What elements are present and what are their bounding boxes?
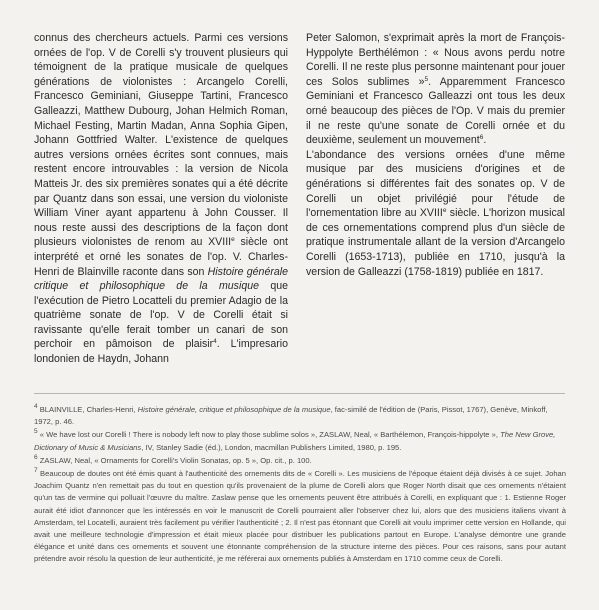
right-text-column	[306, 31, 565, 279]
text-run: connus des chercheurs actuels. Parmi ces versions ornées de l'op. V de Corelli s'y trouvent plusieurs qui témoignent de la pratique musicale de quelques générations de violonistes : Arcangelo Corelli, Francesco Geminiani, Giuseppe Tartini, Francesco Galleazzi, Matthew Dubourg, Johan Helmich Roman, Michael Festing, Martin Madan, Anna Sophia Gipen, Johann Gottfried Walter. L'existence de quelques autres versions ornées écrites sont connues, mais restent encore introuvables : la version de Nicola Matteis Jr. des six premières sonates qui a été décrite par Quantz dans son essai, une version du violoniste William Viner ayant appartenu à John Cousser. Il nous reste aussi des descriptions de la façon dont plusieurs violonistes de renom au XVIII	[34, 32, 288, 249]
paragraph	[306, 148, 565, 279]
footnote-number: 7	[34, 467, 38, 475]
text-run: BLAINVILLE, Charles-Henri,	[37, 405, 138, 414]
text-run: « We have lost our Corelli ! There is nobody left now to play those sublime solos », ZASLAW, Neal, « Barthélemon, François-hippolyte »,	[37, 430, 501, 440]
footnotes	[34, 404, 566, 567]
footnote-5	[34, 429, 566, 453]
text-run: Beaucoup de doutes ont été émis quant à l'authenticité des ornements dits de « Corelli ». Les musiciens de l'époque étaient déjà divisés à ce sujet. Johan Joachim Quantz n'en remettait pas du tout en question qu'ils provenaient de la plume de Corelli alors que Roger North disait que ces ornements n'étaient qu'un tas de vermine qui polluait l'œuvre du maître. Zaslaw pense que les ornements peuvent être attribués à Corelli, en expliquant que : 1. Estienne Roger aurait été idiot d'annoncer que les intéressés en voir le manuscrit de Corelli pourraient aller l'observer chez lui, alors que des musiciens italiens vivant à Amsterdam, tel Locatelli, auraient très facilement pu vérifier l'authenticité ; 2. Il n'est pas étonnant que Corelli ait voulu imprimer cette version en Hollande, qui avait une meilleure technologie d'impression et était mieux placée pour distribuer les publications partout en Europe. L'analyse démontre une grande élégance et unité dans ces ornements et souvent une étonnante compréhension de la structure interne des pièces. Pour ces raisons, sans pour autant prétendre avoir résolu la question de leur authenticité, je me référerai aux ornements publiés à Amsterdam en 1710 comme ceux de Corelli.	[34, 469, 566, 564]
paragraph	[306, 31, 565, 148]
text-run: Peter Salomon, s'exprimait après la mort de François-Hyppolyte Berthélémon : « Nous avons perdu notre Corelli. Il ne reste plus personne maintenant pour jouer ces Solos sublimes »	[306, 32, 565, 88]
footnote-number: 6	[34, 453, 38, 461]
superscript: e	[442, 207, 447, 215]
footnote-ref: 5	[424, 75, 429, 83]
footnote-ref: 6	[479, 134, 484, 142]
book-title: Histoire générale critique et philosophique de la musique	[34, 265, 289, 293]
superscript: e	[231, 236, 235, 244]
footnote-number: 5	[34, 428, 38, 436]
footnote-divider	[34, 393, 565, 394]
text-run: , IV, Stanley Sadie (éd.), London, macmillan Publishers Limited, 1980, p. 195.	[141, 442, 402, 452]
text-run: ZASLAW, Neal, « Ornaments for Corelli's Violin Sonatas, op. 5 », Op. cit., p. 100.	[37, 455, 312, 465]
text-run: . Apparemment Francesco Geminiani et Francesco Galleazzi ont tous les deux orné beaucoup des pièces de l'Op. V mais du premier il ne reste qu'une sonate de Corelli ornée et du deuxième, seulement un mouvement	[306, 75, 565, 147]
text-run: L'abondance des versions ornées d'une même musique par des musiciens d'origines et de générations si différentes fait des sonates op. V de Corelli un objet privilégié pour l'étude de l'ornementation libre au XVIII	[306, 148, 565, 220]
left-text-column	[34, 31, 288, 367]
paragraph	[34, 31, 288, 367]
text-run: .	[483, 134, 487, 147]
text-run: siècle. L'horizon musical de ces ornementations comprend plus d'un siècle de pratique instrumentale allant de la version d'Arcangelo Corelli (1653-1713), publiée en 1710, jusqu'à la version de Galleazzi (1758-1819) publiée en 1817.	[306, 207, 565, 278]
book-title: The New Grove, Dictionary of Music & Musicians	[34, 430, 556, 452]
footnote-4	[34, 404, 566, 428]
text-run: que l'exécution de Pietro Locatteli du premier Adagio de la quatrième sonate de l'op. V de Corelli était si ravissante qu'elle ferait tomber un canari de son perchoir en pâmoison de plaisir	[34, 280, 289, 351]
text-run: siècle ont interprété et orné les sonates de l'op. V. Charles-Henri de Blainville raconte dans son	[34, 236, 288, 278]
text-run: , fac-similé de l'édition de (Paris, Pissot, 1767), Genève, Minkoff, 1972, p. 46.	[34, 405, 548, 427]
book-title: Histoire générale, critique et philosophique de la musique	[137, 405, 331, 414]
footnote-ref: 4	[213, 338, 217, 346]
footnote-7	[34, 468, 566, 566]
footnote-number: 4	[34, 403, 38, 410]
footnote-6	[34, 455, 566, 467]
text-run: . L'impresario londonien de Haydn, Johann	[34, 338, 288, 366]
